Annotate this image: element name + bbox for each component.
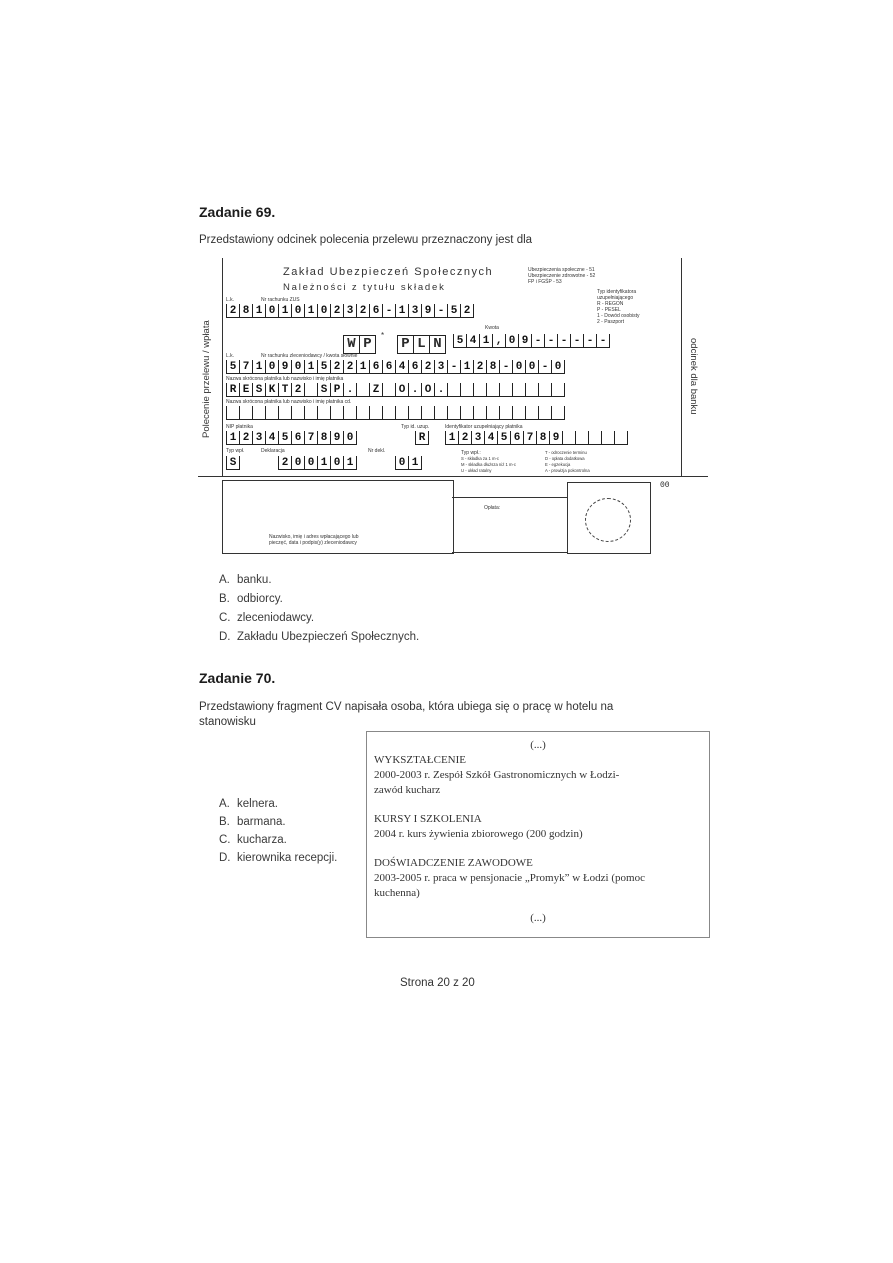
char-box: 2 (330, 304, 343, 317)
char-box: 3 (471, 431, 484, 444)
task69-option-d: D. Zakładu Ubezpieczeń Społecznych. (219, 631, 420, 643)
char-box: - (434, 304, 447, 317)
char-box: E (239, 383, 252, 396)
char-box: P (330, 383, 343, 396)
fee-label: Opłata: (484, 505, 501, 511)
char-box: S (226, 456, 240, 469)
char-box: - (447, 360, 460, 373)
payer-address-box (222, 480, 454, 554)
char-box: 5 (278, 431, 291, 444)
char-box: 3 (343, 304, 356, 317)
char-box: O (421, 383, 434, 396)
cv-exp-line2: kuchenna) (374, 887, 420, 899)
id-type-2: 2 - Paszport (597, 319, 624, 325)
char-box: O (395, 383, 408, 396)
char-box: 1 (356, 360, 369, 373)
char-box (447, 406, 460, 419)
char-box: S (252, 383, 265, 396)
char-box (473, 406, 486, 419)
lbl-decl-no: Nr dekl. (368, 448, 386, 454)
char-box: 1 (252, 304, 265, 317)
char-box: 1 (278, 304, 291, 317)
char-box (538, 383, 551, 396)
char-box: 2 (473, 360, 486, 373)
char-box (447, 383, 460, 396)
char-box: 0 (317, 304, 330, 317)
char-box: 8 (239, 304, 252, 317)
char-box: 6 (408, 360, 421, 373)
pay-type-legend-title: Typ wpł.: (461, 450, 481, 456)
lbl-payer-account: Nr rachunku zleceniodawcy / kwota słownie (261, 353, 358, 359)
char-box: 1 (226, 431, 239, 444)
cents-label: 00 (660, 481, 670, 490)
char-box: N (433, 336, 442, 352)
char-box: 8 (486, 360, 499, 373)
char-box: 9 (278, 360, 291, 373)
char-box: 2 (356, 304, 369, 317)
char-box: 1 (408, 456, 422, 469)
page-number: Strona 20 z 20 (400, 977, 475, 989)
char-box (525, 406, 538, 419)
char-box: - (583, 334, 596, 347)
id-type-1: 1 - Dowód osobisty (597, 313, 640, 319)
char-box: 6 (291, 431, 304, 444)
char-box: P (398, 336, 414, 353)
char-box: 9 (549, 431, 562, 444)
stamp-circle (585, 498, 631, 542)
char-box: 3 (434, 360, 447, 373)
char-box: 6 (369, 304, 382, 317)
fee-top-line (452, 497, 567, 498)
lbl-pay-type: Typ wpł. (226, 448, 245, 454)
legend-m: M - składka dłuższa niż 1 m-c (461, 462, 516, 467)
char-box: 6 (382, 360, 395, 373)
char-box (252, 406, 265, 419)
lbl-payer-name: Nazwa skrócona płatnika lub nazwisko i imię płatnika (226, 376, 344, 382)
task69-title: Zadanie 69. (199, 204, 276, 220)
char-box: Z (369, 383, 382, 396)
char-box: 6 (369, 360, 382, 373)
char-box: 0 (265, 360, 278, 373)
id-value-boxes (445, 431, 628, 445)
lbl-id-type: Typ id. uzup. (401, 424, 430, 430)
char-box: - (538, 360, 551, 373)
char-box: 0 (551, 360, 565, 373)
payer-name2-boxes (226, 406, 565, 420)
declaration-boxes (278, 456, 357, 470)
char-box (434, 406, 447, 419)
char-box: 9 (330, 431, 343, 444)
char-box (575, 431, 588, 444)
payer-footer-1: Nazwisko, imię i adres wpłacającego lub (269, 534, 359, 540)
char-box: 7 (304, 431, 317, 444)
char-box: 0 (512, 360, 525, 373)
char-box: 0 (330, 456, 343, 469)
code-1: Ubezpieczenia społeczne - 51 (528, 267, 595, 273)
task70-title: Zadanie 70. (199, 670, 276, 686)
legend-t: T - odroczenie terminu (545, 450, 587, 455)
char-box: 1 (343, 456, 357, 469)
cv-edu-line2: zawód kucharz (374, 784, 441, 796)
char-box (239, 406, 252, 419)
char-box: K (265, 383, 278, 396)
char-box (343, 406, 356, 419)
char-box: 1 (304, 304, 317, 317)
char-box: 1 (395, 304, 408, 317)
nip-boxes (226, 431, 357, 445)
amount-boxes (453, 334, 610, 348)
task69-option-c: C. zleceniodawcy. (219, 612, 315, 624)
char-box (525, 383, 538, 396)
cv-courses-heading: KURSY I SZKOLENIA (374, 813, 482, 825)
char-box: 5 (226, 360, 239, 373)
char-box: - (531, 334, 544, 347)
char-box: R (226, 383, 239, 396)
char-box: 2 (239, 431, 252, 444)
id-types-title: Typ identyfikatora uzupełniającego (597, 289, 637, 301)
char-box: 4 (265, 431, 278, 444)
lbl-payer-name2: Nazwa skrócona płatnika lub nazwisko i imię płatnika cd. (226, 399, 352, 405)
task69-option-a: A. banku. (219, 574, 272, 586)
char-box (473, 383, 486, 396)
task70-question-1: Przedstawiony fragment CV napisała osoba, która ubiega się o pracę w hotelu na (199, 701, 614, 713)
legend-s: S - składka za 1 m-c (461, 456, 499, 461)
right-vertical-label: odcinek dla banku (688, 338, 699, 415)
lbl-nip: NIP płatnika (226, 424, 253, 430)
char-box (395, 406, 408, 419)
char-box (551, 406, 565, 419)
char-box: 4 (484, 431, 497, 444)
char-box: 4 (395, 360, 408, 373)
task69-question: Przedstawiony odcinek polecenia przelewu przeznaczony jest dla (199, 234, 533, 246)
char-box: 5 (497, 431, 510, 444)
char-box (512, 383, 525, 396)
char-box: T (278, 383, 291, 396)
legend-e: E - egzekucja (545, 462, 571, 467)
task70-option-d: D. kierownika recepcji. (219, 852, 338, 864)
char-box: L (414, 336, 430, 353)
form-bottom-line (198, 476, 708, 477)
code-3: FP i FGŚP - 53 (528, 279, 562, 285)
char-box: 0 (505, 334, 518, 347)
lbl-id: Identyfikator uzupełniający płatnika (445, 424, 523, 430)
cv-exp-line1: 2003-2005 r. praca w pensjonacie „Promyk” w Łodzi (pomoc (374, 872, 645, 884)
char-box: 1 (460, 360, 473, 373)
pay-type-box (226, 456, 240, 470)
cv-edu-line1: 2000-2003 r. Zespół Szkół Gastronomicznych w Łodzi- (374, 769, 620, 781)
char-box: 7 (239, 360, 252, 373)
char-box: 9 (421, 304, 434, 317)
char-box (382, 406, 395, 419)
payer-account-boxes (226, 360, 565, 374)
char-box: 1 (317, 456, 330, 469)
char-box (356, 383, 369, 396)
char-box: - (596, 334, 610, 347)
left-vertical-label: Polecenie przelewu / wpłata (201, 320, 212, 438)
char-box (356, 406, 369, 419)
legend-u: U - układ ratalny (461, 468, 492, 473)
char-box: - (544, 334, 557, 347)
char-box (265, 406, 278, 419)
char-box: 5 (453, 334, 466, 347)
char-box: - (570, 334, 583, 347)
char-box: 5 (317, 360, 330, 373)
char-box: 0 (395, 456, 408, 469)
char-box: 1 (479, 334, 492, 347)
char-box: 0 (304, 456, 317, 469)
transfer-form: Zakład Ubezpieczeń Społecznych Należności z tytułu składek Ubezpieczenia społeczne - 51 Ubezpieczenie zdrowotne - 52 FP i FGŚP - 53 Typ identyfikatora uzupełniającego R - REGON P - PESEL 1 - Dowód osobisty 2 - Paszport L.k. Nr rachunku ZUS 2 8 1 0 1 0 1 0 2 3 2 6 - 1 3 9 - 5 2 W P * P L N Kwota 5 4 1 , 0 9 - - - - - - L.k. Nr rachunku zleceniodawcy / kwota słownie 5 7 1 0 9 0 1 5 2 2 1 6 6 4 6 2 3 - 1 2 8 - 0 0 - 0 Nazwa skrócona płatnika lub nazwisko i imię płatnika R E S K T 2 S P . Z O . O . Nazwa skrócona płatnika lub nazwisko i imię płatnika cd. NIP płatnika Typ id. uzup. Identyfikator uzupełniający płatnika 1 2 3 4 5 6 7 8 9 0 R 1 2 3 4 5 6 7 8 9 Typ wpł. Deklaracja Nr dekl. S 2 0 0 1 0 1 0 1 Typ wpł.: S - składka za 1 m-c M - składka dłuższa niż 1 m-c U - układ ratalny T - odroczenie terminu D - opłata dodatkowa E - egzekucja A - prowizja pokontrolna (222, 258, 682, 476)
char-box: 3 (252, 431, 265, 444)
char-box (512, 406, 525, 419)
cv-exp-heading: DOŚWIADCZENIE ZAWODOWE (374, 857, 533, 869)
char-box: 2 (458, 431, 471, 444)
id-type-box (415, 431, 429, 445)
task70-option-c: C. kucharza. (219, 834, 287, 846)
char-box (291, 406, 304, 419)
task70-option-b: B. barmana. (219, 816, 286, 828)
cv-edu-heading: WYKSZTAŁCENIE (374, 754, 466, 766)
char-box: 2 (291, 383, 304, 396)
char-box: 2 (226, 304, 239, 317)
char-box: 6 (510, 431, 523, 444)
char-box: 0 (525, 360, 538, 373)
task70-question-2: stanowisku (199, 716, 256, 728)
char-box: 2 (421, 360, 434, 373)
fee-area (452, 498, 567, 553)
cv-courses-line1: 2004 r. kurs żywienia zbiorowego (200 godzin) (374, 828, 583, 840)
legend-a: A - prowizja pokontrolna (545, 468, 590, 473)
char-box (486, 383, 499, 396)
char-box (460, 406, 473, 419)
char-box: - (499, 360, 512, 373)
payer-footer-2: pieczęć, data i podpis(y) zleceniodawcy (269, 540, 357, 546)
char-box (614, 431, 628, 444)
org-name: Zakład Ubezpieczeń Społecznych (283, 266, 494, 278)
org-sub: Należności z tytułu składek (283, 282, 446, 293)
char-box: S (317, 383, 330, 396)
char-box (408, 406, 421, 419)
char-box (304, 406, 317, 419)
char-box (304, 383, 317, 396)
char-box: R (415, 431, 429, 444)
id-type-p: P - PESEL (597, 307, 621, 313)
char-box: , (492, 334, 505, 347)
char-box: 0 (291, 360, 304, 373)
wp-boxes (343, 335, 376, 354)
char-box: 2 (330, 360, 343, 373)
task69-options (219, 571, 419, 647)
char-box: 1 (445, 431, 458, 444)
char-box: W (344, 336, 360, 353)
cv-fragment (366, 731, 710, 938)
cv-ellipsis-top: (...) (530, 739, 546, 751)
task70-option-a: A. kelnera. (219, 798, 278, 810)
char-box: 2 (343, 360, 356, 373)
char-box (317, 406, 330, 419)
char-box: . (408, 383, 421, 396)
task69-option-b: B. odbiorcy. (219, 593, 283, 605)
char-box (538, 406, 551, 419)
char-box (460, 383, 473, 396)
char-box (421, 406, 434, 419)
char-box (226, 406, 239, 419)
char-box: 0 (291, 456, 304, 469)
char-box: 0 (291, 304, 304, 317)
char-box: 1 (304, 360, 317, 373)
char-box (499, 383, 512, 396)
id-type-r: R - REGON (597, 301, 624, 307)
char-box (486, 406, 499, 419)
char-box (369, 406, 382, 419)
lbl-declaration: Deklaracja (261, 448, 285, 454)
payer-name-boxes (226, 383, 565, 397)
char-box: 0 (265, 304, 278, 317)
lbl-zus-account: Nr rachunku ZUS (261, 297, 300, 303)
stamp-box (567, 482, 651, 554)
char-box (562, 431, 575, 444)
decl-no-boxes (395, 456, 422, 470)
char-box (601, 431, 614, 444)
legend-d: D - opłata dodatkowa (545, 456, 585, 461)
char-box: 9 (518, 334, 531, 347)
char-box: 5 (447, 304, 460, 317)
char-box: 3 (408, 304, 421, 317)
char-box: 2 (460, 304, 474, 317)
char-box: 2 (278, 456, 291, 469)
char-box: 8 (536, 431, 549, 444)
lbl-amount: Kwota (485, 325, 499, 331)
char-box (330, 406, 343, 419)
task70-options (219, 795, 337, 867)
char-box (499, 406, 512, 419)
char-box: 1 (252, 360, 265, 373)
char-box: 8 (317, 431, 330, 444)
zus-account-boxes (226, 304, 474, 318)
cv-ellipsis-bottom: (...) (530, 912, 546, 924)
char-box: - (382, 304, 395, 317)
char-box: . (434, 383, 447, 396)
char-box: - (557, 334, 570, 347)
char-box: 4 (466, 334, 479, 347)
char-box: P (363, 336, 372, 352)
char-box: 7 (523, 431, 536, 444)
currency-boxes (397, 335, 446, 354)
char-box: 0 (343, 431, 357, 444)
code-2: Ubezpieczenie zdrowotne - 52 (528, 273, 596, 279)
char-box: . (343, 383, 356, 396)
char-box (278, 406, 291, 419)
char-box (551, 383, 565, 396)
char-box (382, 383, 395, 396)
char-box (588, 431, 601, 444)
